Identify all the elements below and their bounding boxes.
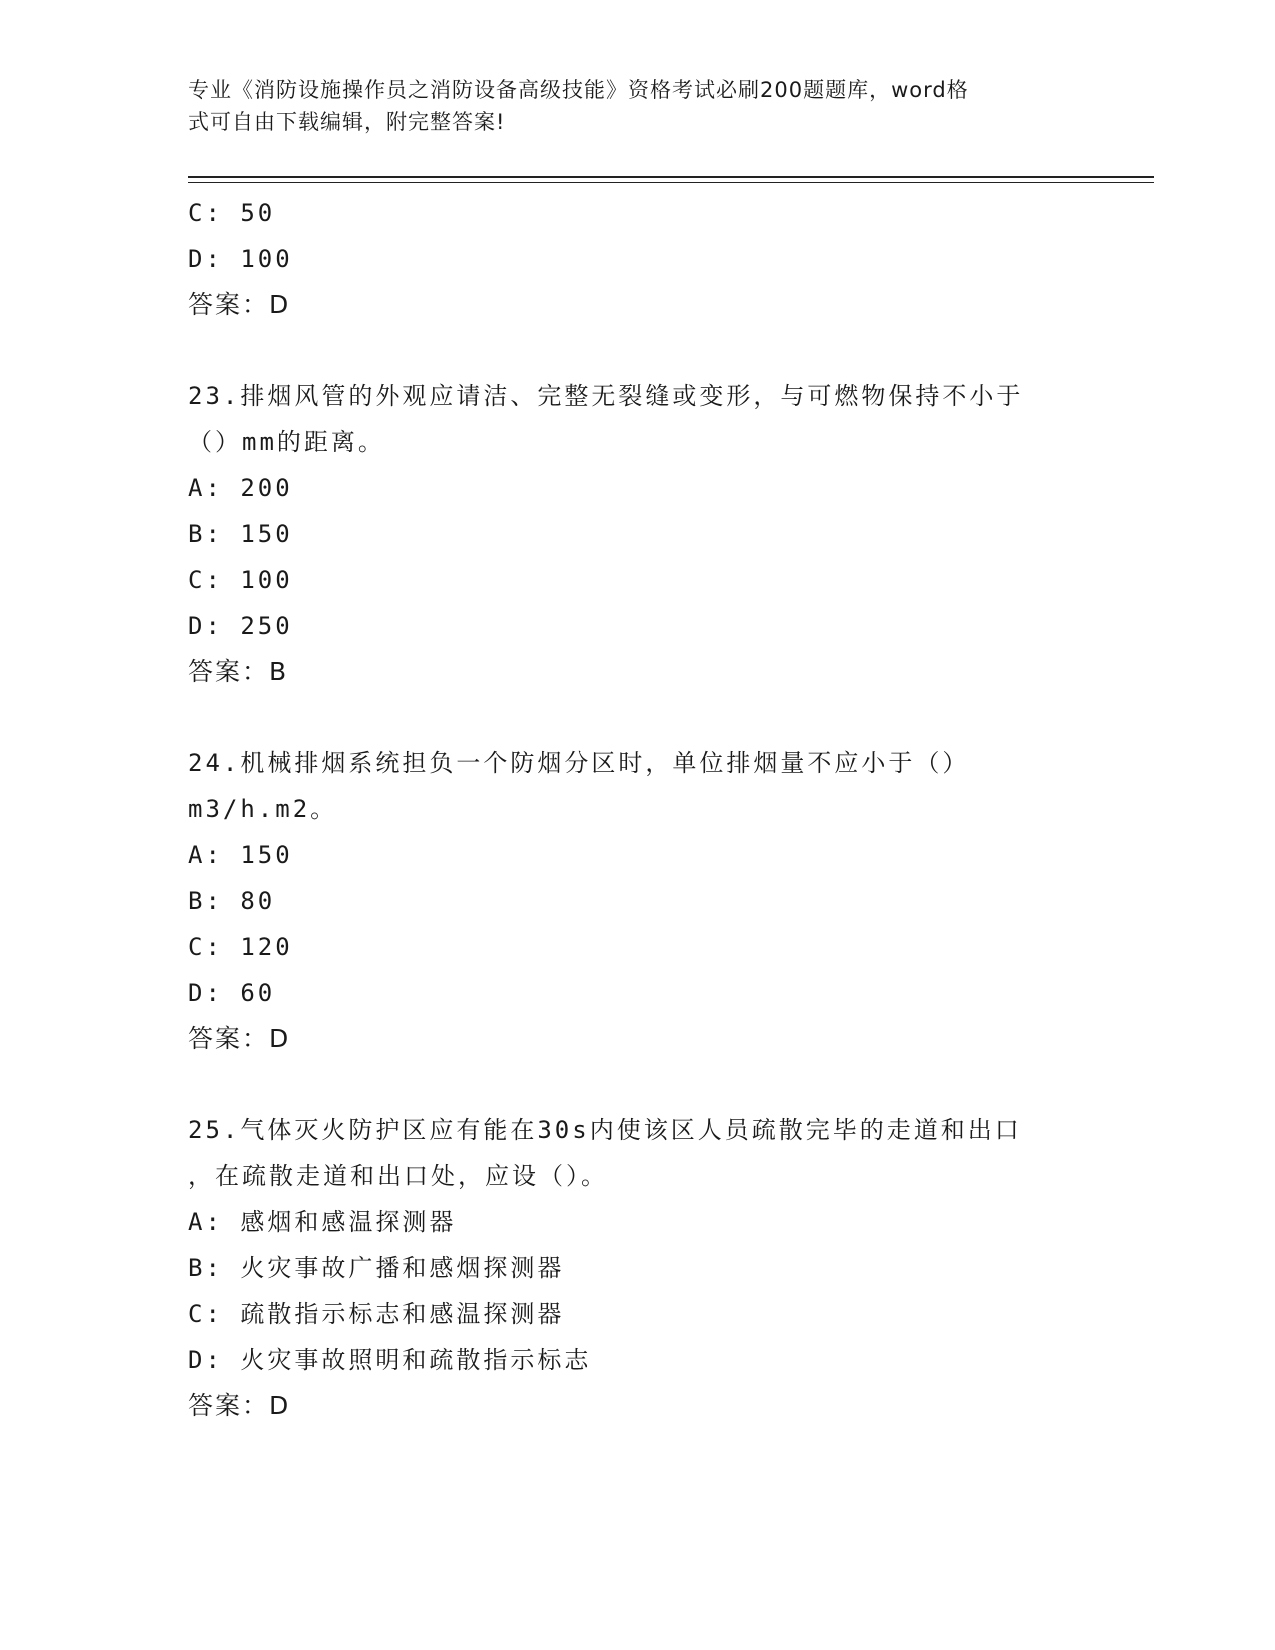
header-line-1: 专业《消防设施操作员之消防设备高级技能》资格考试必刷200题题库，word格 bbox=[188, 78, 969, 102]
option-c: C: 100 bbox=[188, 566, 293, 594]
question-text-line: 25.气体灭火防护区应有能在30s内使该区人员疏散完毕的走道和出口 bbox=[188, 1116, 1022, 1144]
header-line-2: 式可自由下载编辑，附完整答案! bbox=[188, 110, 506, 134]
option-b: B: 150 bbox=[188, 520, 293, 548]
spacer bbox=[188, 328, 1088, 373]
option-d: D: 100 bbox=[188, 245, 293, 273]
answer: 答案：B bbox=[188, 657, 289, 686]
option-c: C: 疏散指示标志和感温探测器 bbox=[188, 1300, 565, 1328]
spacer bbox=[188, 1062, 1088, 1107]
question-text-line: 24.机械排烟系统担负一个防烟分区时，单位排烟量不应小于（） bbox=[188, 749, 970, 777]
header-divider-thick bbox=[188, 176, 1154, 178]
question-25 bbox=[188, 1107, 1088, 1429]
option-d: D: 60 bbox=[188, 979, 276, 1007]
answer: 答案：D bbox=[188, 1024, 291, 1053]
option-d: D: 火灾事故照明和疏散指示标志 bbox=[188, 1346, 592, 1374]
option-d: D: 250 bbox=[188, 612, 293, 640]
document-header bbox=[188, 74, 1068, 138]
question-text-line: ，在疏散走道和出口处，应设（）。 bbox=[188, 1162, 608, 1190]
option-c: C: 120 bbox=[188, 933, 293, 961]
option-a: A: 200 bbox=[188, 474, 293, 502]
question-23 bbox=[188, 373, 1088, 695]
option-a: A: 150 bbox=[188, 841, 293, 869]
document-body bbox=[188, 190, 1088, 1429]
answer: 答案：D bbox=[188, 290, 291, 319]
spacer bbox=[188, 695, 1088, 740]
option-b: B: 80 bbox=[188, 887, 276, 915]
option-c: C: 50 bbox=[188, 199, 276, 227]
option-a: A: 感烟和感温探测器 bbox=[188, 1208, 457, 1236]
question-text-line: （）mm的距离。 bbox=[188, 428, 385, 456]
question-text-line: m3/h.m2。 bbox=[188, 795, 338, 823]
answer: 答案：D bbox=[188, 1391, 291, 1420]
question-24 bbox=[188, 740, 1088, 1062]
header-divider-thin bbox=[188, 182, 1154, 183]
option-b: B: 火灾事故广播和感烟探测器 bbox=[188, 1254, 565, 1282]
question-text-line: 23.排烟风管的外观应请洁、完整无裂缝或变形，与可燃物保持不小于 bbox=[188, 382, 1024, 410]
question-22-tail bbox=[188, 190, 1088, 328]
